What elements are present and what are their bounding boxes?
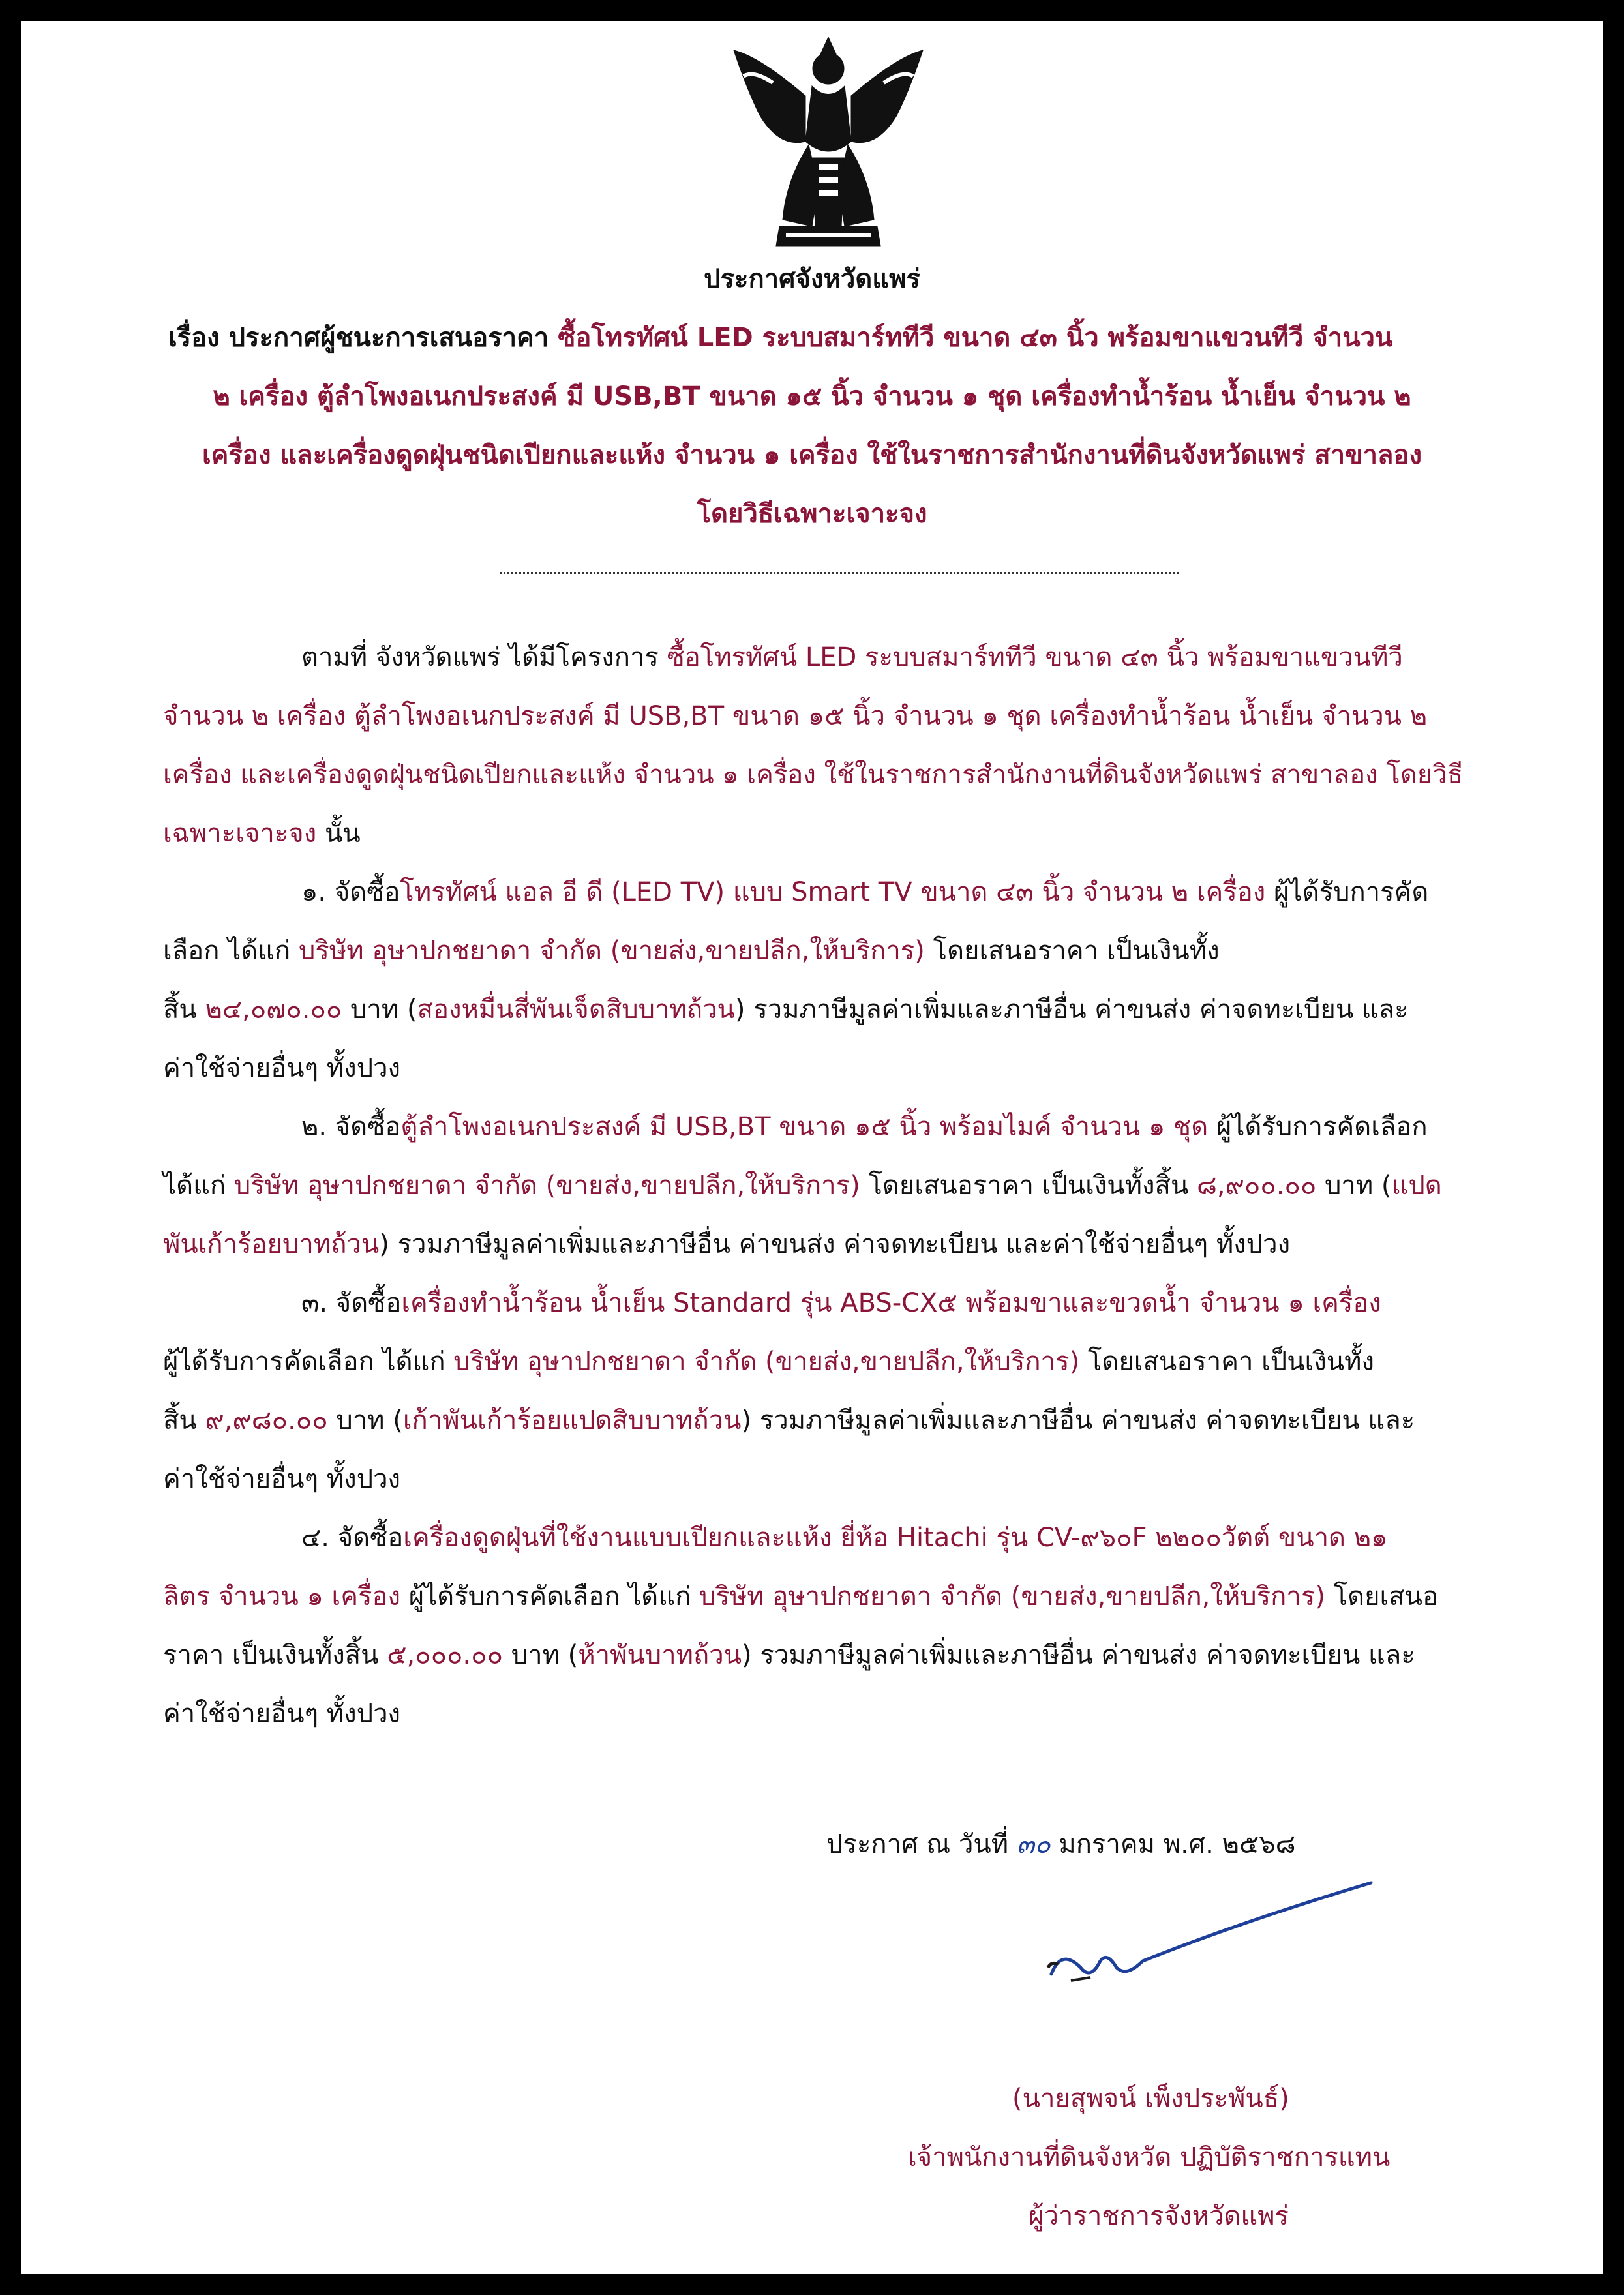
item-text: บาท (: [1316, 1171, 1392, 1201]
item-1-line-4: ค่าใช้จ่ายอื่นๆ ทั้งปวง: [163, 1053, 401, 1083]
item-description: เครื่องดูดฝุ่นที่ใช้งานแบบเปียกและแห้ง ยี่ห้อ Hitachi รุ่น CV-๙๖๐F ๒๒๐๐วัตต์ ขนาด ๒๑: [403, 1523, 1388, 1553]
subject-text: ซื้อโทรทัศน์ LED ระบบสมาร์ททีวี ขนาด ๔๓ นิ้ว พร้อมขาแขวนทีวี จำนวน: [558, 323, 1393, 353]
vendor-name: บริษัท อุษาปกชยาดา จำกัด (ขายส่ง,ขายปลีก,ให้บริการ): [453, 1347, 1080, 1377]
signer-position: เจ้าพนักงานที่ดินจังหวัด ปฏิบัติราชการแทน: [908, 2142, 1391, 2172]
amount-words: เก้าพันเก้าร้อยแปดสิบบาทถ้วน: [402, 1405, 742, 1435]
amount: ๕,๐๐๐.๐๐: [387, 1640, 503, 1670]
item-text: ) รวมภาษีมูลค่าเพิ่มและภาษีอื่น ค่าขนส่ง ค่าจดทะเบียน และ: [742, 1640, 1415, 1670]
item-2-line-2: [163, 1156, 1442, 1216]
intro-line-3: เครื่อง และเครื่องดูดฝุ่นชนิดเปียกและแห้ง จำนวน ๑ เครื่อง ใช้ในราชการสำนักงานที่ดินจังหวัดแพร่ สาขาลอง โดยวิธี: [163, 760, 1464, 790]
vendor-name: บริษัท อุษาปกชยาดา จำกัด (ขายส่ง,ขายปลีก,ให้บริการ): [699, 1582, 1325, 1612]
item-3-line-1: [301, 1273, 1381, 1333]
intro-line-2: จำนวน ๒ เครื่อง ตู้ลำโพงอเนกประสงค์ มี USB,BT ขนาด ๑๕ นิ้ว จำนวน ๑ ชุด เครื่องทำน้ำร้อน น้ำเย็น จำนวน ๒: [163, 701, 1428, 731]
announce-suffix: มกราคม พ.ศ. ๒๕๖๘: [1050, 1829, 1296, 1859]
item-text: โดยเสนอราคา เป็นเงินทั้ง: [924, 936, 1220, 966]
vendor-name: บริษัท อุษาปกชยาดา จำกัด (ขายส่ง,ขายปลีก,ให้บริการ): [233, 1171, 860, 1201]
subject-line-1: [168, 308, 1392, 368]
amount-words: พันเก้าร้อยบาทถ้วน: [163, 1229, 380, 1259]
item-text: บาท (: [327, 1405, 403, 1435]
item-1-line-1: [301, 862, 1428, 922]
item-text: ผู้ได้รับการคัดเลือก ได้แก่: [400, 1582, 699, 1612]
item-3-line-4: ค่าใช้จ่ายอื่นๆ ทั้งปวง: [163, 1464, 401, 1494]
item-text: ผู้ได้รับการคัดเลือก ได้แก่: [163, 1347, 454, 1377]
item-4-line-4: ค่าใช้จ่ายอื่นๆ ทั้งปวง: [163, 1699, 401, 1729]
amount-words: สองหมื่นสี่พันเจ็ดสิบบาทถ้วน: [417, 995, 735, 1025]
amount: ๙,๙๘๐.๐๐: [205, 1405, 328, 1435]
item-text: โดยเสนอราคา เป็นเงินทั้งสิ้น: [860, 1171, 1197, 1201]
item-text: เลือก ได้แก่: [163, 936, 299, 966]
item-description: ตู้ลำโพงอเนกประสงค์ มี USB,BT ขนาด ๑๕ นิ้ว พร้อมไมค์ จำนวน ๑ ชุด: [400, 1112, 1209, 1142]
amount-words: ห้าพันบาทถ้วน: [578, 1640, 742, 1670]
amount-words: แปด: [1391, 1171, 1442, 1201]
item-text: บาท (: [342, 995, 417, 1025]
handwritten-signature-icon: [1045, 1870, 1410, 2013]
item-text: โดยเสนอ: [1325, 1582, 1438, 1612]
item-text: ) รวมภาษีมูลค่าเพิ่มและภาษีอื่น ค่าขนส่ง ค่าจดทะเบียน และค่าใช้จ่ายอื่นๆ ทั้งปวง: [379, 1229, 1291, 1259]
intro-prefix: ตามที่ จังหวัดแพร่ ได้มีโครงการ: [301, 642, 667, 672]
subject-prefix: เรื่อง ประกาศผู้ชนะการเสนอราคา: [168, 323, 558, 353]
item-text: ราคา เป็นเงินทั้งสิ้น: [163, 1640, 387, 1670]
item-text: ) รวมภาษีมูลค่าเพิ่มและภาษีอื่น ค่าขนส่ง ค่าจดทะเบียน และ: [734, 995, 1409, 1025]
item-label: ๒. จัดซื้อ: [301, 1112, 401, 1142]
item-text: สิ้น: [163, 995, 205, 1025]
item-description: โทรทัศน์ แอล อี ดี (LED TV) แบบ Smart TV ขนาด ๔๓ นิ้ว จำนวน ๒ เครื่อง: [400, 877, 1266, 907]
item-text: ได้แก่: [163, 1171, 234, 1201]
intro-line-4: [163, 803, 361, 863]
item-text: ผู้ได้รับการคัดเลือก: [1208, 1112, 1428, 1142]
item-text: ผู้ได้รับการคัด: [1265, 877, 1429, 907]
item-text: โดยเสนอราคา เป็นเงินทั้ง: [1079, 1347, 1374, 1377]
signer-name: (นายสุพจน์ เพ็งประพันธ์): [1012, 2084, 1289, 2114]
item-label: ๓. จัดซื้อ: [301, 1288, 402, 1318]
item-description: ลิตร จำนวน ๑ เครื่อง: [163, 1582, 401, 1612]
announce-date: [826, 1814, 1296, 1874]
item-3-line-2: [163, 1332, 1374, 1392]
item-text: สิ้น: [163, 1405, 205, 1435]
item-4-line-3: [163, 1625, 1415, 1685]
item-2-line-3: [163, 1214, 1290, 1274]
intro-suffix: นั้น: [316, 818, 361, 848]
intro-line-1: [301, 627, 1403, 687]
page-title: ประกาศจังหวัดแพร่: [704, 264, 920, 294]
announce-prefix: ประกาศ ณ วันที่: [826, 1829, 1017, 1859]
item-label: ๑. จัดซื้อ: [301, 877, 400, 907]
item-description: เครื่องทำน้ำร้อน น้ำเย็น Standard รุ่น ABS-CX๕ พร้อมขาและขวดน้ำ จำนวน ๑ เครื่อง: [401, 1288, 1381, 1318]
amount: ๘,๙๐๐.๐๐: [1197, 1171, 1317, 1201]
item-text: บาท (: [502, 1640, 579, 1670]
divider: [500, 572, 1179, 574]
vendor-name: บริษัท อุษาปกชยาดา จำกัด (ขายส่ง,ขายปลีก,ให้บริการ): [298, 936, 925, 966]
item-text: ) รวมภาษีมูลค่าเพิ่มและภาษีอื่น ค่าขนส่ง ค่าจดทะเบียน และ: [741, 1405, 1415, 1435]
subject-line-3: เครื่อง และเครื่องดูดฝุ่นชนิดเปียกและแห้ง จำนวน ๑ เครื่อง ใช้ในราชการสำนักงานที่ดินจังหวัดแพร่ สาขาลอง: [202, 440, 1422, 470]
subject-line-4: โดยวิธีเฉพาะเจาะจง: [697, 499, 927, 529]
item-label: ๔. จัดซื้อ: [301, 1523, 404, 1553]
item-2-line-1: [301, 1097, 1428, 1157]
intro-project: ซื้อโทรทัศน์ LED ระบบสมาร์ททีวี ขนาด ๔๓ นิ้ว พร้อมขาแขวนทีวี: [667, 642, 1403, 672]
intro-project-end: เฉพาะเจาะจง: [163, 818, 317, 848]
announce-day: ๓๐: [1016, 1829, 1051, 1859]
item-1-line-2: [163, 921, 1220, 981]
item-1-line-3: [163, 980, 1409, 1040]
signer-title: ผู้ว่าราชการจังหวัดแพร่: [1029, 2201, 1289, 2231]
item-4-line-2: [163, 1567, 1438, 1627]
garuda-emblem-icon: [721, 31, 936, 252]
item-3-line-3: [163, 1390, 1415, 1450]
item-4-line-1: [301, 1508, 1387, 1568]
document-page: [21, 21, 1603, 2274]
subject-line-2: ๒ เครื่อง ตู้ลำโพงอเนกประสงค์ มี USB,BT ขนาด ๑๕ นิ้ว จำนวน ๑ ชุด เครื่องทำน้ำร้อน น้ำเย็น จำนวน ๒: [213, 382, 1411, 412]
amount: ๒๔,๐๗๐.๐๐: [205, 995, 342, 1025]
